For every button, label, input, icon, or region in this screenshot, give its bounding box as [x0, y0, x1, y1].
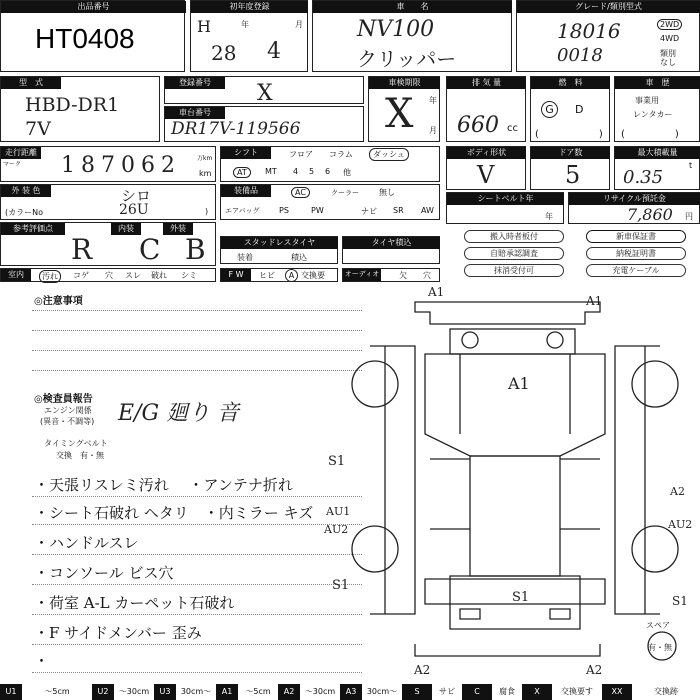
report-item-7: ・	[34, 652, 50, 670]
mileage-unit: km	[199, 169, 212, 178]
studless-header: スタッドレスタイヤ	[221, 237, 338, 249]
fw-box	[220, 268, 338, 282]
color-header: 外 装 色	[1, 185, 51, 197]
shift-header: シフト	[221, 147, 271, 159]
audio-hole: 穴	[423, 271, 431, 280]
mark-left-door2: AU2	[324, 523, 349, 536]
inspector-title: ◎検査員報告	[34, 394, 93, 405]
color-code: 26U	[119, 202, 149, 218]
chassis-header: 車台番号	[165, 107, 225, 119]
model-header: 型 式	[1, 77, 61, 89]
history-rental: レンタカー	[633, 110, 673, 119]
legend-key-u1: U1	[0, 684, 22, 700]
first-reg-era: H	[197, 17, 211, 36]
body-box	[446, 146, 526, 190]
seatbelt-year-label: 年	[545, 212, 553, 221]
mark-rear: S1	[512, 590, 530, 605]
engine-label1: エンジン関係	[44, 406, 92, 415]
equipment-header: 装備品	[221, 185, 271, 197]
history-header: 車 歴	[615, 77, 700, 89]
doc-charge-cable: 充電ケーブル	[586, 264, 686, 277]
fw-crack: ヒビ	[259, 271, 275, 280]
notes-title: ◎注意事項	[34, 296, 83, 307]
spare-label: スペア	[646, 621, 670, 630]
grade-box	[516, 0, 700, 72]
equip-pw: PW	[311, 206, 324, 215]
studless-installed: 装着	[237, 253, 253, 262]
capacity-header: 最大積載量	[615, 147, 700, 159]
docs-box	[446, 228, 700, 280]
report-item-4: ・コンソール ビス穴	[34, 564, 174, 582]
drive-none: 類別なし	[660, 49, 676, 67]
displacement-box	[446, 76, 526, 142]
shift-mt: MT	[265, 167, 277, 176]
legend-val-s: サビ	[439, 687, 455, 696]
seatbelt-box	[446, 192, 564, 224]
engine-label2: (異音・不調等)	[40, 417, 95, 426]
fw-header: F W	[221, 269, 251, 281]
drive-2wd: 2WD	[657, 19, 682, 30]
body-header: ボディ形状	[447, 147, 526, 159]
notes-line-3	[32, 350, 362, 351]
rating-exterior: B	[185, 233, 206, 266]
first-reg-month-label: 月	[295, 20, 303, 29]
equipment-box	[220, 184, 440, 220]
mark-top-front: A1	[428, 285, 445, 299]
shift-floor: フロア	[289, 150, 313, 159]
car-damage-diagram	[330, 284, 700, 682]
notes-line-4	[32, 370, 362, 371]
fuel-bracket: ( )	[535, 129, 603, 140]
mark-top-front2: A1	[586, 294, 603, 308]
engine-note: E/G 廻り 音	[118, 401, 240, 426]
equip-none: 無し	[379, 188, 395, 197]
legend-key-u2: U2	[92, 684, 114, 700]
cabin-stain: シミ	[181, 271, 197, 280]
shift-other: 他	[343, 168, 351, 177]
exterior-header: 外装	[163, 223, 193, 235]
report-line-7	[32, 672, 362, 673]
body-type: V	[477, 161, 495, 189]
capacity-value: 0.35	[623, 167, 664, 188]
mark-side-left: S1	[328, 454, 346, 469]
displacement-unit: cc	[507, 123, 518, 134]
legend-val-a3: 30cm〜	[366, 687, 398, 696]
spare-options: 有・無	[648, 643, 672, 652]
drive-4wd: 4WD	[660, 34, 680, 43]
fuel-box	[530, 76, 610, 142]
rating-header: 参考評価点	[1, 223, 65, 235]
legend-val-xx: 交換跡	[654, 687, 678, 696]
mark-right-au2: AU2	[668, 518, 693, 531]
legend-key-a3: A3	[340, 684, 362, 700]
mileage-header: 走行距離	[1, 147, 41, 159]
report-line-5	[32, 614, 362, 615]
fw-replace: 交換要	[301, 271, 325, 280]
doc-deregistration: 抹消受付可	[464, 264, 564, 277]
chassis-box	[164, 106, 364, 142]
reg-mark: X	[257, 81, 273, 106]
fuel-header: 燃 料	[531, 77, 610, 89]
legend-val-c: 腐食	[499, 687, 515, 696]
first-reg-year-label: 年	[241, 20, 249, 29]
report-item-6: ・F サイドメンバー 歪み	[34, 624, 202, 642]
equip-navi: ナビ	[361, 207, 377, 216]
mark-bottom-left: A2	[414, 663, 431, 677]
first-reg-year: 28	[211, 41, 237, 65]
cabin-hole: 穴	[105, 271, 113, 280]
interior-header: 内装	[111, 223, 141, 235]
cabin-header: 室内	[1, 269, 31, 281]
rating-box	[0, 222, 216, 266]
audio-missing: 欠	[399, 271, 407, 280]
displacement-header: 排 気 量	[447, 77, 526, 89]
legend-key-u3: U3	[154, 684, 176, 700]
equip-airbag: エアバッグ	[225, 207, 260, 215]
legend-key-a2: A2	[278, 684, 300, 700]
first-reg-month: 4	[267, 39, 281, 64]
inspection-year-label: 年	[429, 96, 437, 105]
cabin-dirt: 汚れ	[39, 270, 61, 283]
fuel-diesel: D	[575, 103, 584, 116]
mileage-mark-label: マーク	[3, 161, 22, 168]
doors-value: 5	[565, 161, 581, 189]
legend-key-a1: A1	[216, 684, 238, 700]
inspection-mark: X	[385, 91, 414, 137]
capacity-box	[614, 146, 700, 190]
report-line-1	[32, 496, 362, 497]
shift-box	[220, 146, 440, 182]
color-close: )	[205, 207, 209, 216]
mileage-sub: 万km	[197, 155, 213, 162]
doors-header: ドア数	[531, 147, 610, 159]
report-line-2	[32, 524, 362, 525]
mark-bottom-right: A2	[586, 663, 603, 677]
mark-hood: A1	[508, 374, 530, 393]
history-bracket: ( )	[621, 129, 679, 140]
doc-delivery: 搬入時者板付	[464, 230, 564, 243]
equip-ac: AC	[291, 187, 310, 198]
mark-right-a2: A2	[670, 485, 685, 498]
color-box	[0, 184, 216, 220]
studless-loaded: 積込	[291, 253, 307, 262]
seatbelt-header: シートベルト年	[447, 193, 564, 205]
displacement-value: 660	[457, 113, 499, 138]
shift-6: 6	[325, 167, 331, 176]
doc-warranty: 新車保証書	[586, 230, 686, 243]
history-business: 事業用	[635, 96, 659, 105]
mark-left-door1: AU1	[326, 505, 351, 518]
report-item-2: ・シート石破れ ヘタリ ・内ミラー キズ	[34, 504, 314, 522]
history-box	[614, 76, 700, 142]
report-line-6	[32, 644, 362, 645]
report-line-3	[32, 554, 362, 555]
shift-5: 5	[309, 167, 315, 176]
cabin-box	[0, 268, 216, 282]
capacity-unit: t	[689, 161, 693, 170]
lot-box	[0, 0, 185, 72]
legend-key-c: C	[462, 684, 492, 700]
mark-left-rear: S1	[332, 578, 350, 593]
timing-options: 交換 有・無	[56, 451, 104, 460]
equip-sr: SR	[393, 206, 404, 215]
chassis-number: DR17V-119566	[171, 119, 301, 139]
doors-box	[530, 146, 610, 190]
model-code: HBD-DR17V	[25, 94, 120, 140]
legend-key-x: X	[522, 684, 552, 700]
shift-4: 4	[293, 167, 299, 176]
doc-tax: 納税証明書	[586, 247, 686, 260]
legend-val-a2: 〜30cm	[304, 687, 336, 696]
fw-a: A	[285, 269, 298, 282]
inspection-header: 車検期限	[369, 77, 440, 89]
mileage-box	[0, 146, 216, 182]
rating-overall: R	[71, 233, 93, 266]
car-name-line2: クリッパー	[357, 47, 457, 71]
report-line-4	[32, 584, 362, 585]
car-name-box	[312, 0, 512, 72]
cabin-burn: コゲ	[73, 271, 89, 280]
grade-header: グレード/類別型式	[517, 1, 700, 13]
audio-box	[342, 268, 440, 282]
reg-header: 登録番号	[165, 77, 225, 89]
car-name-line1: NV100	[357, 17, 435, 42]
notes-line-2	[32, 330, 362, 331]
cabin-scuff: スレ	[125, 271, 141, 280]
tire-load-box	[342, 236, 440, 264]
recycle-box	[568, 192, 700, 224]
grade-line2: 0018	[557, 45, 603, 66]
equip-ps: PS	[279, 206, 289, 215]
notes-line-1	[32, 310, 362, 311]
shift-dash: ダッシュ	[369, 148, 409, 161]
inspection-box	[368, 76, 440, 142]
lot-header: 出品番号	[1, 1, 186, 13]
reg-box	[164, 76, 364, 104]
model-box	[0, 76, 160, 142]
first-reg-header: 初年度登録	[191, 1, 308, 13]
report-item-3: ・ハンドルスレ	[34, 534, 139, 552]
legend-key-s: S	[402, 684, 432, 700]
report-item-1: ・天張リスレミ汚れ ・アンテナ折れ	[34, 476, 293, 494]
timing-label: タイミングベルト	[44, 439, 108, 448]
recycle-value: 7,860	[627, 205, 673, 224]
lot-number: HT0408	[35, 23, 135, 54]
doc-insurance: 自賠承認調査	[464, 247, 564, 260]
first-reg-box	[190, 0, 308, 72]
grade-line1: 18016	[557, 19, 621, 43]
audio-header: オーディオ	[343, 269, 381, 281]
equip-aw: AW	[421, 206, 434, 215]
inspection-month-label: 月	[429, 126, 437, 135]
mark-right-s1: S1	[672, 594, 688, 608]
legend-val-u3: 30cm〜	[180, 687, 212, 696]
studless-box	[220, 236, 338, 264]
color-code-label: (カラーNo	[5, 208, 43, 217]
mileage-value: 187062	[61, 153, 181, 178]
legend-key-xx: XX	[602, 684, 632, 700]
recycle-header: リサイクル預託金	[569, 193, 700, 205]
car-name-header: 車 名	[313, 1, 512, 13]
cabin-tear: 破れ	[151, 271, 167, 280]
legend-val-a1: 〜5cm	[245, 687, 271, 696]
legend-val-x: 交換要す	[561, 687, 593, 696]
rating-interior: C	[139, 233, 161, 266]
legend-val-u2: 〜30cm	[118, 687, 150, 696]
shift-at: AT	[233, 167, 251, 178]
legend-val-u1: 〜5cm	[44, 687, 70, 696]
recycle-unit: 円	[685, 212, 693, 221]
color-value: シロ	[121, 187, 152, 205]
fuel-gas: G	[541, 101, 558, 118]
report-item-5: ・荷室 A-L カーペット石破れ	[34, 594, 235, 612]
equip-cooler: クーラー	[331, 189, 359, 197]
shift-column: コラム	[329, 150, 353, 159]
tire-load-header: タイヤ積込	[343, 237, 440, 249]
